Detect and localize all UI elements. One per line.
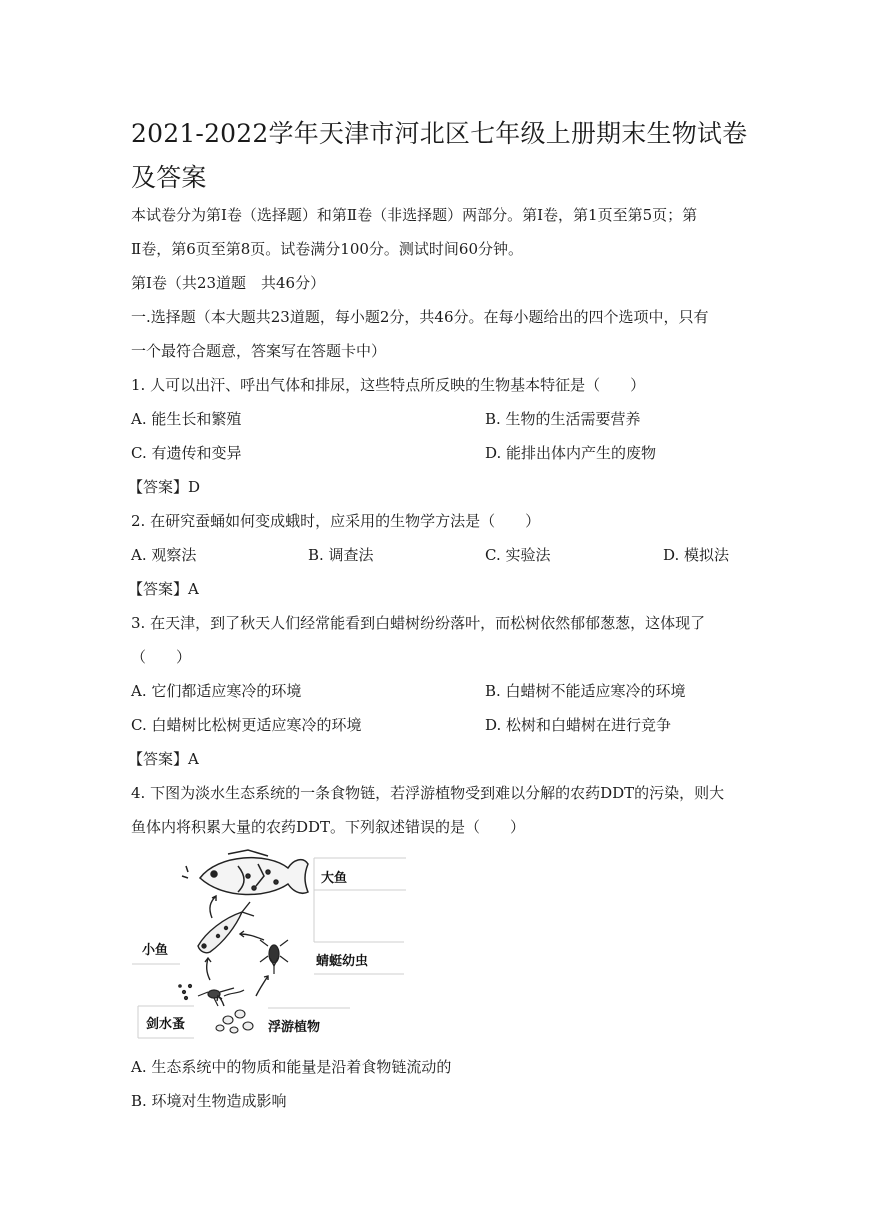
question-3-option-d: D. 松树和白蜡树在进行竞争	[485, 716, 672, 734]
section-instruction-1: 一.选择题（本大题共23道题，每小题2分，共46分。在每小题给出的四个选项中，只有	[131, 308, 709, 326]
question-1-option-a: A. 能生长和繁殖	[131, 410, 242, 428]
label-big-fish: 大鱼	[321, 871, 348, 886]
label-plankton: 浮游植物	[268, 1020, 321, 1035]
question-4-stem: 4. 下图为淡水生态系统的一条食物链，若浮游植物受到难以分解的农药DDT的污染，则大	[131, 784, 725, 802]
intro-line-1: 本试卷分为第Ⅰ卷（选择题）和第Ⅱ卷（非选择题）两部分。第Ⅰ卷，第1页至第5页；第	[131, 206, 698, 224]
question-1-option-b: B. 生物的生活需要营养	[485, 410, 641, 428]
small-fish-drawing	[198, 902, 254, 953]
label-small-fish: 小鱼	[142, 943, 169, 958]
question-4-option-a: A. 生态系统中的物质和能量是沿着食物链流动的	[131, 1058, 452, 1076]
question-4-option-b: B. 环境对生物造成影响	[131, 1092, 287, 1110]
question-3-option-b: B. 白蜡树不能适应寒冷的环境	[485, 682, 686, 700]
question-1-answer: 【答案】D	[128, 478, 201, 496]
question-1-stem: 1. 人可以出汗、呼出气体和排尿，这些特点所反映的生物基本特征是（ ）	[131, 376, 646, 394]
document-title: 2021-2022学年天津市河北区七年级上册期末生物试卷及答案	[131, 119, 748, 192]
section-instruction-2: 一个最符合题意，答案写在答题卡中）	[131, 342, 387, 360]
label-dragonfly-larva: 蜻蜓幼虫	[316, 954, 369, 969]
question-2-option-c: C. 实验法	[485, 546, 551, 564]
label-copepod: 剑水蚤	[146, 1017, 186, 1032]
question-3-answer: 【答案】A	[128, 750, 199, 768]
question-1-option-d: D. 能排出体内产生的废物	[485, 444, 657, 462]
plankton-drawing	[216, 1010, 253, 1033]
question-1-option-c: C. 有遗传和变异	[131, 444, 242, 462]
question-2-option-d: D. 模拟法	[663, 546, 730, 564]
question-3-option-a: A. 它们都适应寒冷的环境	[131, 682, 302, 700]
copepod-drawing	[179, 985, 244, 1007]
question-2-option-a: A. 观察法	[131, 546, 197, 564]
question-2-option-b: B. 调查法	[308, 546, 374, 564]
big-fish-drawing	[182, 850, 308, 895]
question-4-stem-cont: 鱼体内将积累大量的农药DDT。下列叙述错误的是（ ）	[131, 818, 526, 836]
intro-line-2: Ⅱ卷，第6页至第8页。试卷满分100分。测试时间60分钟。	[131, 240, 524, 258]
question-3-option-c: C. 白蜡树比松树更适应寒冷的环境	[131, 716, 362, 734]
food-chain-figure	[128, 846, 418, 1042]
question-2-answer: 【答案】A	[128, 580, 199, 598]
question-3-stem-cont: （ ）	[131, 648, 192, 666]
section-heading: 第Ⅰ卷（共23道题 共46分）	[131, 274, 326, 292]
dragonfly-larva-drawing	[260, 940, 288, 974]
question-3-stem: 3. 在天津，到了秋天人们经常能看到白蜡树纷纷落叶，而松树依然郁郁葱葱，这体现了	[131, 614, 706, 632]
question-2-stem: 2. 在研究蚕蛹如何变成蛾时，应采用的生物学方法是（ ）	[131, 512, 541, 530]
